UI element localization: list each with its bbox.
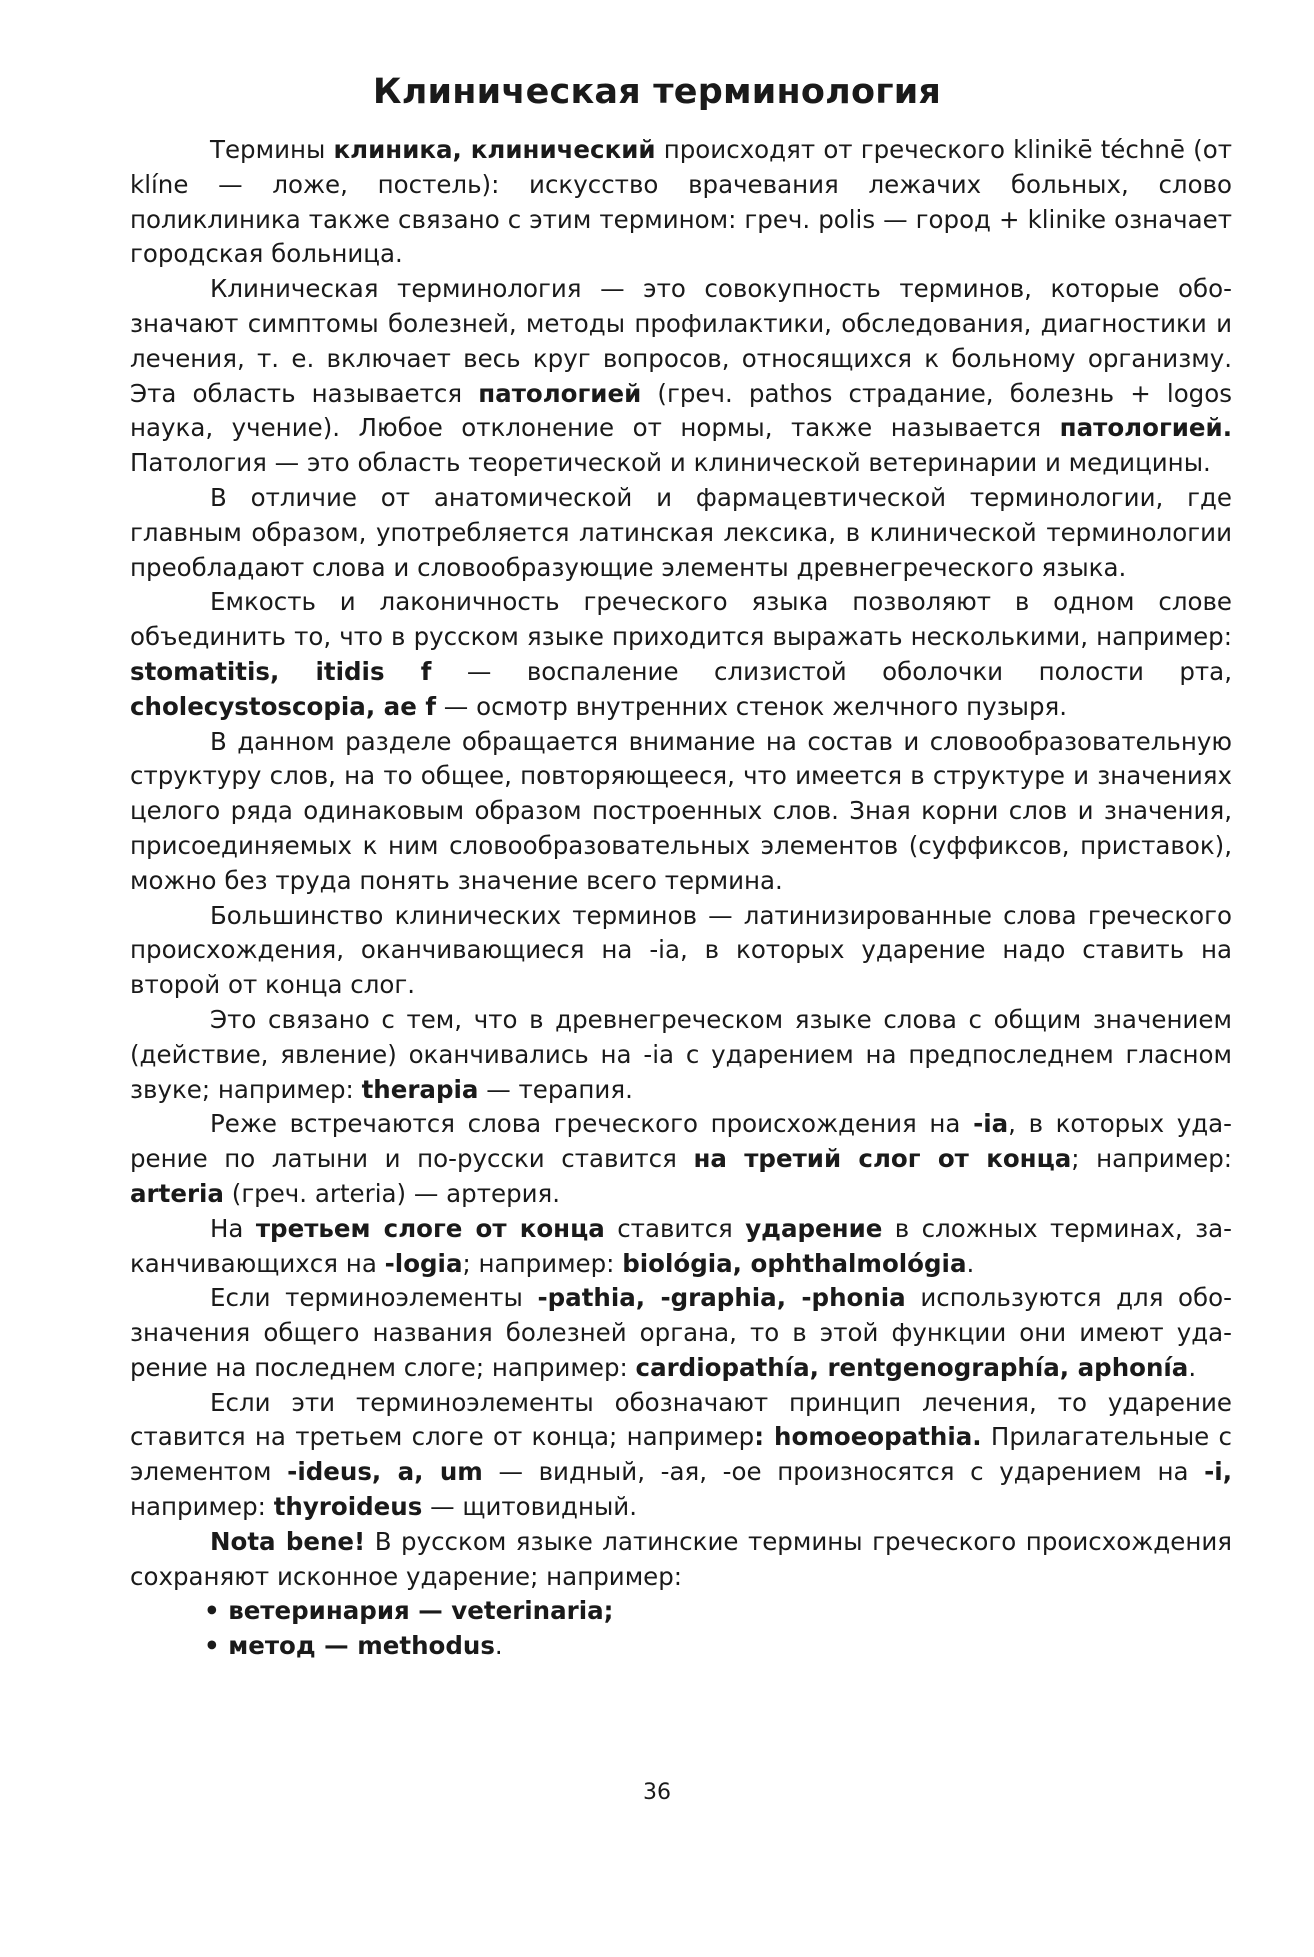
text-run: Если терминоэлементы <box>210 1283 538 1313</box>
term-bold: arteria <box>130 1178 224 1208</box>
text-run: Прилагательные с элементом <box>130 1422 1232 1487</box>
text-run: , в которых ударение по латыни и по-русски ставится <box>130 1109 1232 1174</box>
term-bold: -pathia, -graphia, -phonia <box>537 1283 906 1313</box>
term-bold: biológia, ophthalmológia <box>622 1248 967 1278</box>
text-run: Термины <box>210 135 334 164</box>
paragraph-12 <box>130 1525 1232 1595</box>
paragraph-2 <box>130 272 1232 481</box>
term-bold: cholecystoscopia, ae f <box>130 691 437 721</box>
paragraph-8 <box>130 1107 1232 1211</box>
list-item-text: • ветеринария — veterinaria; <box>204 1596 614 1626</box>
term-bold: : homoeopathia. <box>754 1422 982 1452</box>
text-run: Если эти терминоэлементы обозначают принцип лечения, то ударение ставится на третьем слоге от конца; например <box>130 1387 1232 1452</box>
term-bold: клиника, клинический <box>333 135 656 164</box>
text-run: (греч. arteria) — артерия. <box>223 1178 561 1208</box>
term-bold: thyroideus <box>273 1492 423 1522</box>
paragraph-1 <box>130 133 1232 272</box>
text-run: Емкость и лаконичность греческого языка позволяют в одном слове объединить то, что в русском языке приходится выражать несколькими, например: <box>130 587 1232 652</box>
text-run: Реже встречаются слова греческого происхождения на <box>210 1109 974 1139</box>
text-run: В русском языке латинские термины греческого происхождения сохраняют исконное ударение; например: <box>130 1526 1232 1591</box>
text-run: — осмотр внутренних стенок желчного пузыря. <box>436 691 1068 721</box>
body-text <box>130 133 1232 1664</box>
text-run: На <box>210 1213 256 1243</box>
text-run: — терапия. <box>478 1074 633 1104</box>
paragraph-7 <box>130 1003 1232 1107</box>
term-bold: -ia <box>973 1109 1009 1139</box>
example-list <box>130 1594 1232 1664</box>
text-run: . <box>494 1631 503 1661</box>
text-run: Это связано с тем, что в древнегреческом языке слова с общим значением (действие, явление) оканчивались на -ia с ударением на предпоследнем гласном звуке; например: <box>130 1004 1232 1104</box>
text-run: — видный, -ая, -ое произносятся с ударением на <box>482 1457 1205 1487</box>
term-bold: -i, <box>1204 1457 1232 1487</box>
list-item <box>204 1629 1232 1664</box>
paragraph-11 <box>130 1386 1232 1525</box>
list-item <box>204 1594 1232 1629</box>
text-run: Клиническая терминология — это совокупность терминов, которые обозначают симптомы болезней, методы профилактики, обследования, диагностики и лечения, т. е. включает весь круг вопросов, относящихся к больному организму. Эта область называется <box>130 274 1232 408</box>
term-bold: патологией. <box>1059 413 1232 443</box>
list-item-text: • метод — methodus <box>204 1631 495 1661</box>
text-run: Патология — это область теоретической и клинической ветеринарии и медицины. <box>130 448 1211 478</box>
text-run: используются для обозначения общего названия болезней органа, то в этой функции они имеют ударение на последнем слоге; например: <box>130 1283 1232 1382</box>
term-bold: патологией <box>478 378 642 408</box>
paragraph-9 <box>130 1212 1232 1282</box>
text-run: . <box>1188 1352 1197 1382</box>
text-run: ; например: <box>1071 1144 1232 1174</box>
paragraph-6 <box>130 899 1232 1003</box>
paragraph-4 <box>130 585 1232 724</box>
paragraph-10 <box>130 1281 1232 1385</box>
term-bold: на третий слог от конца <box>693 1144 1072 1174</box>
text-run: ; например: <box>462 1248 623 1278</box>
text-run: происходят от греческого klinikē téchnē (от klíne — ложе, постель): искусство врачевания лежачих больных, слово поликлиника также связано с этим термином: греч. polis — город + klinike означает городская больница. <box>130 135 1232 269</box>
nota-bene-label: Nota bene! <box>210 1526 366 1556</box>
term-bold: therapia <box>361 1074 479 1104</box>
term-bold: ударение <box>745 1213 883 1243</box>
text-run: В данном разделе обращается внимание на состав и словообразовательную структуру слов, на то общее, повторяющееся, что имеется в структуре и значениях целого ряда одинаковым образом построенных слов. Зная корни слов и значения, присоединяемых к ним словообразовательных элементов (суффиксов, приставок), можно без труда понять значение всего термина. <box>130 726 1232 895</box>
page-title: Клиническая терминология <box>372 72 942 112</box>
text-run: в сложных терминах, заканчивающихся на <box>130 1213 1232 1278</box>
page-number: 36 <box>643 1780 671 1805</box>
text-run: — воспаление слизистой оболочки полости рта, <box>431 656 1232 686</box>
term-bold: cardiopathía, rentgenographía, aphonía <box>635 1352 1189 1382</box>
text-run: ставится <box>604 1213 746 1243</box>
text-run: . <box>966 1248 975 1278</box>
text-run: например: <box>130 1492 274 1522</box>
text-run: Большинство клинических терминов — латинизированные слова греческого происхождения, оканчивающиеся на -ia, в которых ударение надо ставить на второй от конца слог. <box>130 900 1232 1000</box>
term-bold: -ideus, a, um <box>287 1457 483 1487</box>
term-bold: stomatitis, itidis f <box>130 656 432 686</box>
text-run: — щитовидный. <box>422 1492 638 1522</box>
term-bold: третьем слоге от конца <box>255 1213 605 1243</box>
term-bold: -logia <box>384 1248 463 1278</box>
paragraph-5 <box>130 725 1232 899</box>
paragraph-3 <box>130 481 1232 585</box>
text-run: В отличие от анатомической и фармацевтической терминологии, где главным образом, употребляется латинская лексика, в клинической терминологии преобладают слова и словообразующие элементы древнегреческого языка. <box>130 482 1232 582</box>
text-run: (греч. pathos страдание, болезнь + logos наука, учение). Любое отклонение от нормы, также называется <box>130 378 1232 443</box>
